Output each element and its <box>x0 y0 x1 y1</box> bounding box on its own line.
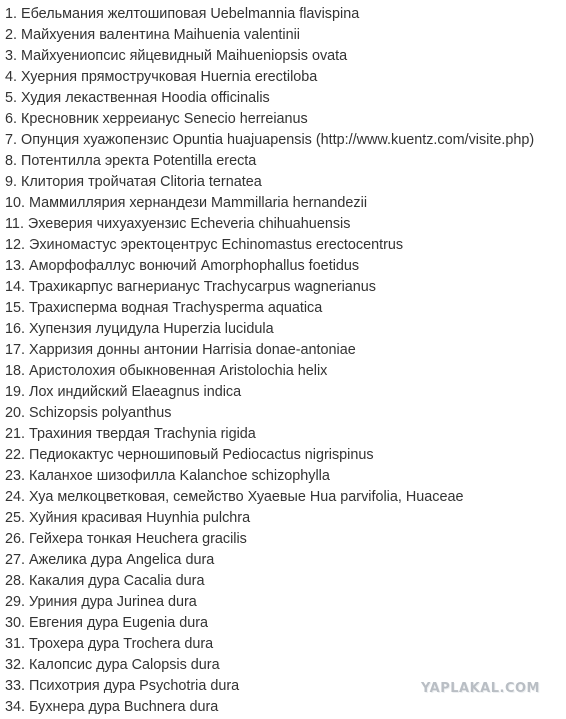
list-item: 12. Эхиномастус эректоцентрус Echinomastus erectocentrus <box>5 237 404 253</box>
list-item: 27. Ажелика дура Angelica dura <box>5 552 215 568</box>
plant-names-list <box>5 4 534 718</box>
list-item: 25. Хуйния красивая Huynhia pulchra <box>5 510 251 526</box>
list-item: 7. Опунция хуажопензис Opuntia huajuapensis (http://www.kuentz.com/visite.php) <box>5 132 535 148</box>
list-item: 2. Майхуения валентина Maihuenia valentinii <box>5 27 301 43</box>
list-item: 31. Трохера дура Trochera dura <box>5 636 214 652</box>
list-item: 3. Майхуениопсис яйцевидный Maihueniopsis ovata <box>5 48 348 64</box>
list-item: 9. Клитория тройчатая Clitoria ternatea <box>5 174 262 190</box>
list-item: 26. Гейхера тонкая Heuchera gracilis <box>5 531 247 547</box>
list-item: 33. Психотрия дура Psychotria dura <box>5 678 240 694</box>
list-item: 34. Бухнера дура Buchnera dura <box>5 699 219 715</box>
list-item: 19. Лох индийский Elaeagnus indica <box>5 384 242 400</box>
list-item: 6. Кресновник херреианус Senecio herreianus <box>5 111 308 127</box>
list-item: 21. Трахиния твердая Trachynia rigida <box>5 426 256 442</box>
list-item: 13. Аморфофаллус вонючий Amorphophallus foetidus <box>5 258 360 274</box>
list-item: 16. Хупензия луцидула Huperzia lucidula <box>5 321 274 337</box>
watermark-logo: YAPLAKAL.COM <box>421 681 540 696</box>
list-item: 8. Потентилла эректа Potentilla erecta <box>5 153 257 169</box>
list-item: 4. Хуерния прямостручковая Huernia erectiloba <box>5 69 318 85</box>
list-item: 23. Каланхое шизофилла Kalanchoe schizophylla <box>5 468 330 484</box>
list-item: 30. Евгения дура Eugenia dura <box>5 615 209 631</box>
list-item: 29. Уриния дура Jurinea dura <box>5 594 197 610</box>
list-item: 1. Ебельмания желтошиповая Uebelmannia flavispina <box>5 6 360 22</box>
list-item: 28. Какалия дура Cacalia dura <box>5 573 205 589</box>
list-item: 22. Педиокактус черношиповый Pediocactus nigrispinus <box>5 447 374 463</box>
list-item: 5. Худия лекаственная Hoodia officinalis <box>5 90 270 106</box>
list-item: 20. Schizopsis polyanthus <box>5 405 172 421</box>
list-item: 15. Трахисперма водная Trachysperma aquatica <box>5 300 323 316</box>
list-item: 32. Калопсис дура Calopsis dura <box>5 657 220 673</box>
list-item: 18. Аристолохия обыкновенная Aristolochia helix <box>5 363 328 379</box>
list-item: 17. Харризия донны антонии Harrisia donae-antoniae <box>5 342 356 358</box>
list-item: 10. Маммиллярия хернандези Mammillaria hernandezii <box>5 195 368 211</box>
list-item: 14. Трахикарпус вагнерианус Trachycarpus wagnerianus <box>5 279 377 295</box>
list-item: 11. Эхеверия чихуахуензис Echeveria chihuahuensis <box>5 216 351 232</box>
list-item: 24. Хуа мелкоцветковая, семейство Хуаевые Hua parvifolia, Huaceae <box>5 489 464 505</box>
